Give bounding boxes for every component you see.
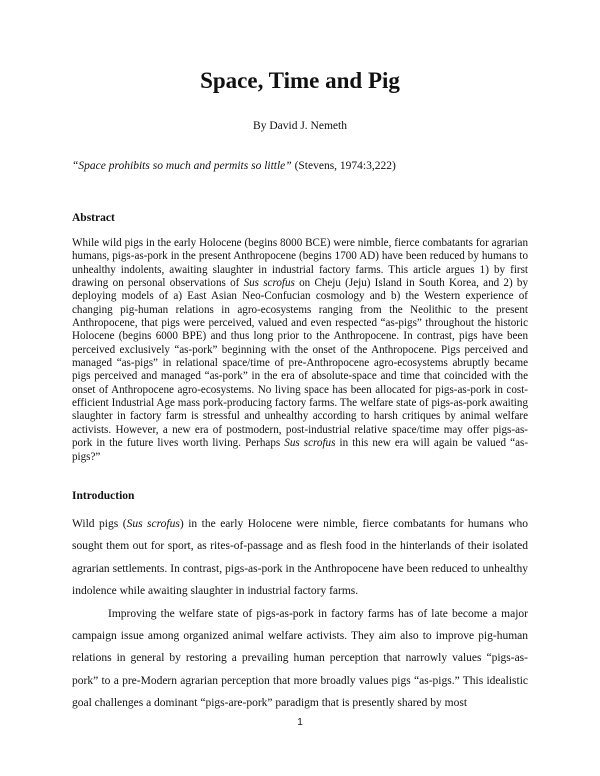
abstract-species-2: Sus scrofus (284, 437, 336, 450)
intro-text-1b: ) in the early Holocene were nimble, fierce combatants for humans who sought them out for sport, as rites-of-passage and as flesh food in the hinterlands of their isolated agrarian settlements. In contrast, pigs-as-pork in the Anthropocene have been reduced to unhealthy indolence while awaiting slaughter in industrial factory farms. (72, 518, 529, 598)
abstract-text-2: on Cheju (Jeju) Island in South Korea, and 2) by deploying models of a) East Asian Neo-Confucian cosmology and b) the Western experience of changing pig-human relations in agro-ecosystems ranging from the Neolithic to the present Anthropocene, that pigs were perceived, valued and even respected “as-pigs” throughout the historic Holocene (begins 6000 BPE) and thus long prior to the Anthropocene. In contrast, pigs have been perceived exclusively “as-pork” beginning with the onset of the Anthropocene. Pigs perceived and managed “as-pigs” in relational space/time of pre-Anthropocene agro-ecosystems abruptly became pigs perceived and managed “as-pork” in the era of absolute-space and time that coincided with the onset of Anthropocene agro-ecosystems. No living space has been allocated for pigs-as-pork in cost-efficient Industrial Age mass pork-producing factory farms. The welfare state of pigs-as-pork awaiting slaughter in factory farm is stressful and unhealthy according to harsh critiques by animal welfare activists. However, a new era of postmodern, post-industrial relative space/time may offer pigs-as-pork in the future lives worth living. Perhaps (72, 277, 528, 450)
abstract-paragraph (72, 237, 528, 464)
page-number: 1 (297, 717, 303, 728)
epigraph-quote: “Space prohibits so much and permits so little” (72, 160, 292, 172)
abstract-text-1: While wild pigs in the early Holocene (begins 8000 BCE) were nimble, fierce combatants for agrarian humans, pigs-as-pork in the present Anthropocene (begins 1700 AD) have been reduced by humans to unhealthy indolents, awaiting slaughter in industrial factory farms. This article argues 1) by first drawing on personal observations of (72, 237, 528, 290)
paper-title: Space, Time and Pig (200, 68, 400, 93)
author-line: By David J. Nemeth (253, 120, 347, 132)
introduction-body (72, 513, 528, 715)
intro-paragraph-2 (72, 603, 528, 715)
introduction-heading: Introduction (72, 490, 135, 502)
intro-species: Sus scrofus (126, 518, 180, 530)
abstract-heading: Abstract (72, 212, 115, 224)
abstract-text-3: in this new era will again be valued “as-pigs?” (72, 437, 529, 463)
abstract-species-1: Sus scrofus (243, 277, 295, 290)
epigraph (72, 160, 528, 172)
intro-text-2: Improving the welfare state of pigs-as-pork in factory farms has of late become a major campaign issue among organized animal welfare activists. They aim also to improve pig-human relations in general by restoring a prevailing human perception that narrowly values “pigs-as-pork” to a pre-Modern agrarian perception that more broadly values pigs “as-pigs.” This idealistic goal challenges a dominant “pigs-are-pork” paradigm that is presently shared by most (72, 607, 528, 710)
intro-paragraph-1 (72, 513, 528, 603)
epigraph-citation: (Stevens, 1974:3,222) (291, 160, 396, 172)
intro-text-1a: Wild pigs ( (72, 518, 127, 530)
